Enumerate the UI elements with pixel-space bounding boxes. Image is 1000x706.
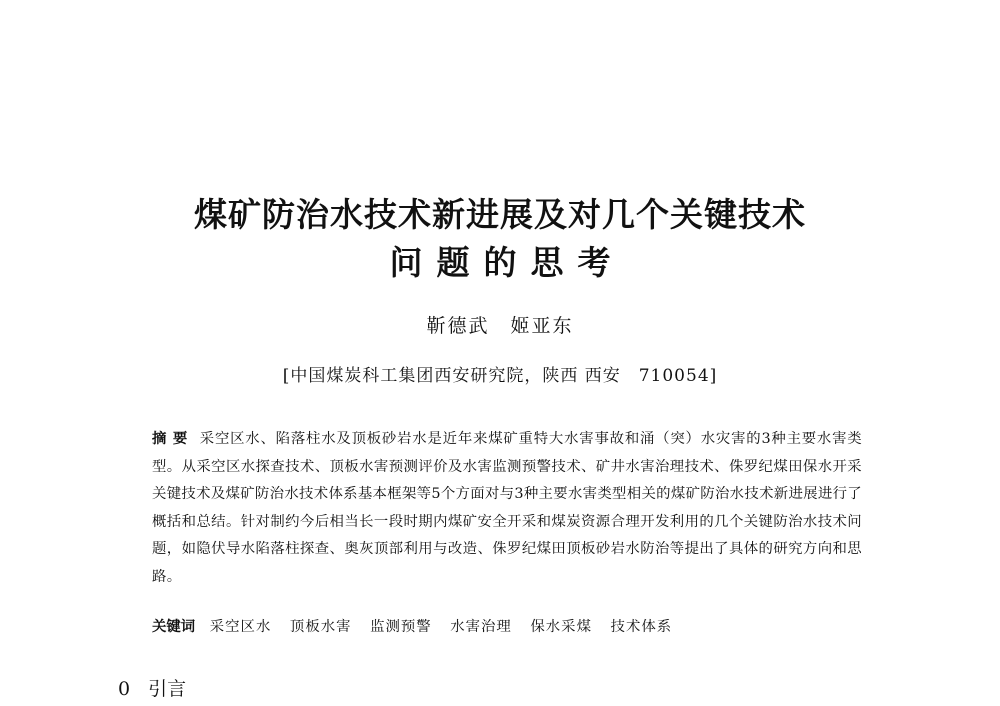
paper-title-line-2: 问题的思考 bbox=[389, 243, 625, 282]
paper-affiliation: [中国煤炭科工集团西安研究院，陕西 西安 710054] bbox=[282, 366, 718, 386]
keyword: 采空区水 bbox=[209, 619, 272, 635]
keyword: 顶板水害 bbox=[289, 619, 352, 635]
abstract-text: 采空区水、陷落柱水及顶板砂岩水是近年来煤矿重特大水害事故和涌（突）水灾害的3种主要水害类型。从采空区水探查技术、顶板水害预测评价及水害监测预警技术、矿井水害治理技术、侏罗纪煤田保水开采关键技术及煤矿防治水技术体系基本框架等5个方面对与3种主要水害类型相关的煤矿防治水技术新进展进行了概括和总结。针对制约今后相当长一段时期内煤矿安全开采和煤炭资源合理开发利用的几个关键防治水技术问题，如隐伏导水陷落柱探查、奥灰顶部利用与改造、侏罗纪煤田顶板砂岩水防治等提出了具体的研究方向和思路。 bbox=[152, 431, 862, 585]
abstract-block bbox=[152, 426, 862, 591]
keywords-block bbox=[152, 614, 862, 640]
section-title: 引言 bbox=[148, 678, 187, 700]
keyword: 水害治理 bbox=[450, 619, 512, 635]
section-number: 0 bbox=[118, 678, 131, 700]
abstract-label: 摘要 bbox=[152, 431, 194, 447]
section-heading bbox=[118, 676, 186, 702]
paper-title-line-1: 煤矿防治水技术新进展及对几个关键技术 bbox=[194, 195, 806, 234]
keyword: 技术体系 bbox=[610, 619, 673, 635]
keywords-label: 关键词 bbox=[152, 619, 196, 635]
keyword: 保水采煤 bbox=[530, 619, 592, 635]
paper-authors: 靳德武 姬亚东 bbox=[426, 315, 574, 337]
keyword: 监测预警 bbox=[370, 619, 432, 635]
